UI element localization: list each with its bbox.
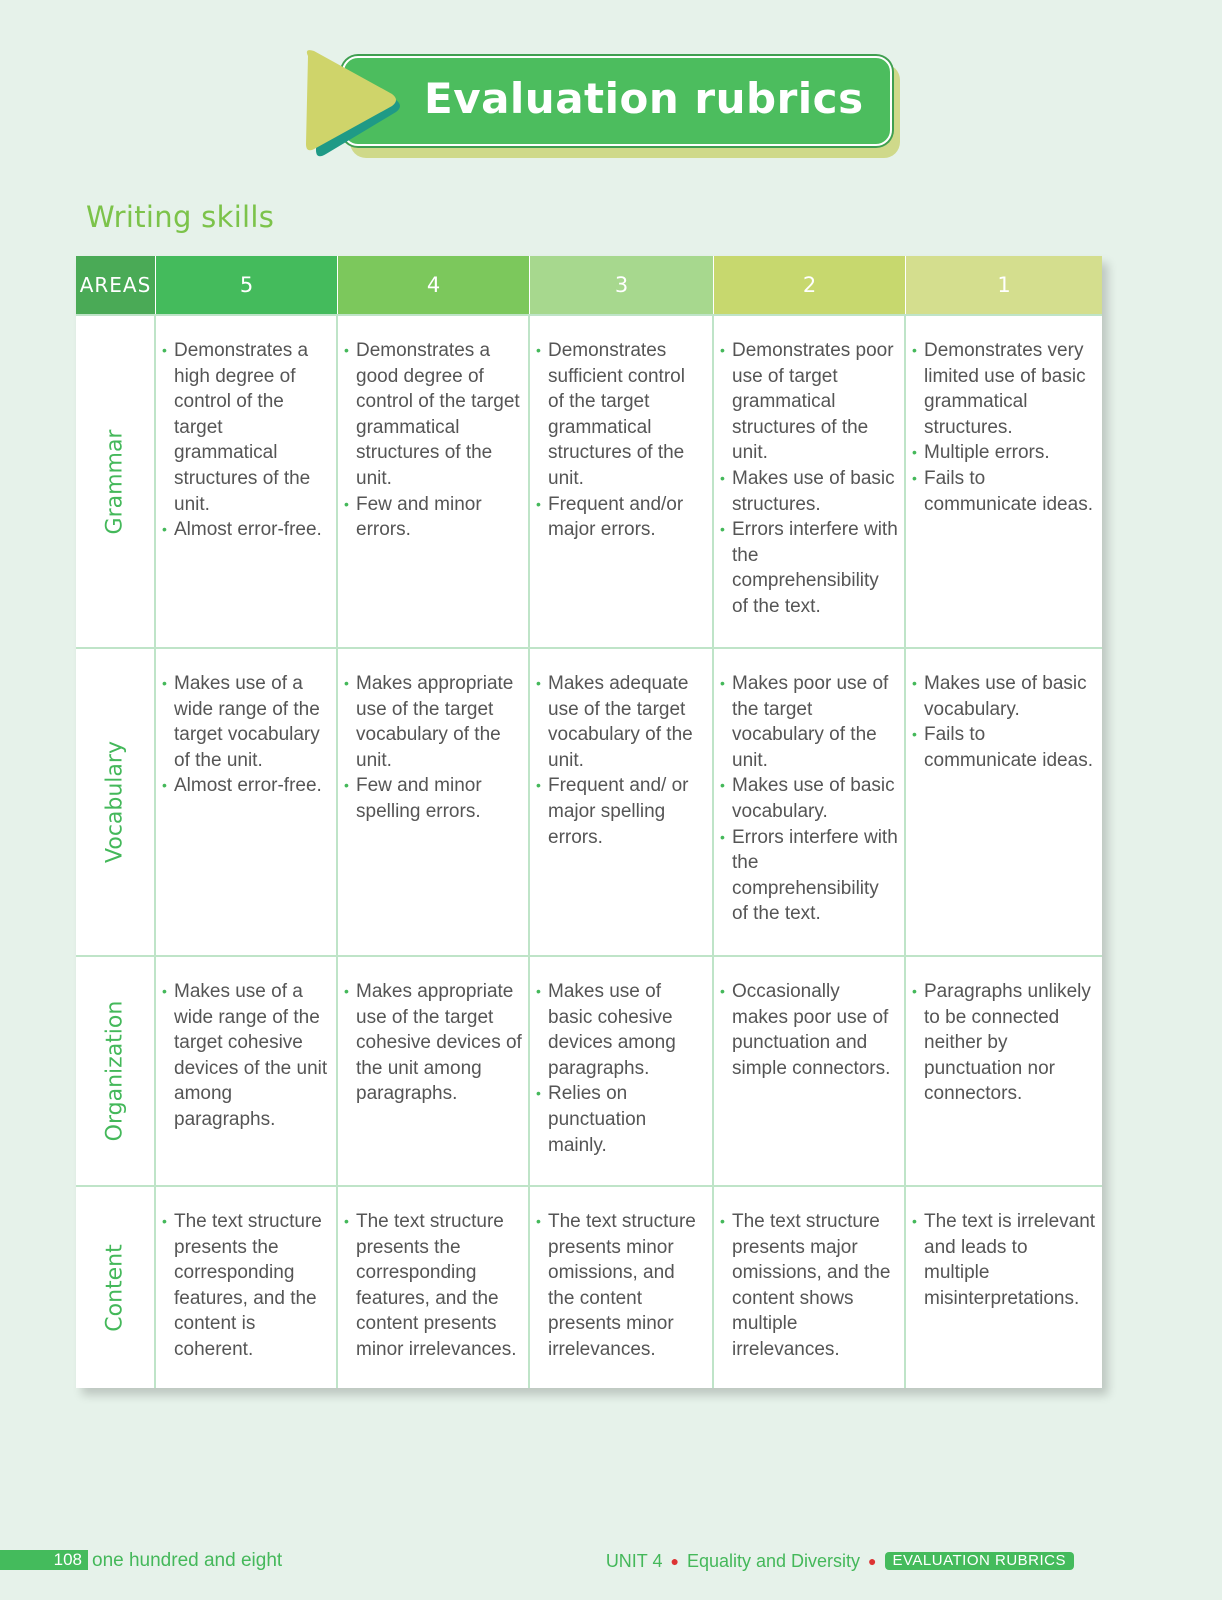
criterion-item: • Demonstrates a high degree of control of the target grammatical structures of the unit. (162, 338, 330, 517)
criterion-item: • Occasionally makes poor use of punctuation and simple connectors. (720, 979, 898, 1081)
page-number-words: one hundred and eight (92, 1550, 283, 1571)
footer-breadcrumb (606, 1550, 1074, 1572)
area-vocabulary (76, 647, 156, 955)
rubric-cell (338, 955, 530, 1185)
footer-unit-title: Equality and Diversity (686, 1550, 861, 1571)
criterion-item: • Makes appropriate use of the target cohesive devices of the unit among paragraphs. (344, 979, 522, 1107)
area-label: Vocabulary (102, 741, 128, 863)
header-score-1: 1 (906, 256, 1102, 314)
criterion-item: • Almost error-free. (162, 517, 330, 543)
criterion-item: • Paragraphs unlikely to be connected neither by punctuation nor connectors. (912, 979, 1096, 1107)
rubric-cell (906, 314, 1102, 647)
rubric-cell (906, 1185, 1102, 1388)
criterion-item: • Makes use of basic cohesive devices among paragraphs. (536, 979, 706, 1081)
criterion-item: • The text is irrelevant and leads to multiple misinterpretations. (912, 1209, 1096, 1311)
bullet-dot-icon: ● (868, 1553, 877, 1569)
rubric-cell (156, 314, 338, 647)
rubric-cell (714, 1185, 906, 1388)
criterion-item: • The text structure presents minor omissions, and the content presents minor irrelevances. (536, 1209, 706, 1363)
criterion-item: • Fails to communicate ideas. (912, 722, 1096, 773)
criterion-item: • Frequent and/or major errors. (536, 492, 706, 543)
rubric-cell (530, 314, 714, 647)
page-title: Evaluation rubrics (424, 74, 864, 123)
rubric-cell (714, 314, 906, 647)
rubric-cell (338, 314, 530, 647)
criterion-item: • Demonstrates sufficient control of the target grammatical structures of the unit. (536, 338, 706, 492)
criterion-item: • Makes use of basic structures. (720, 466, 898, 517)
header-score-2: 2 (714, 256, 906, 314)
header-score-4: 4 (338, 256, 530, 314)
rubric-cell (156, 647, 338, 955)
rubric-cell (530, 647, 714, 955)
criterion-item: • The text structure presents the corresponding features, and the content is coherent. (162, 1209, 330, 1363)
rubric-cell (156, 955, 338, 1185)
criterion-item: • Multiple errors. (912, 440, 1096, 466)
play-triangle-icon (300, 44, 410, 164)
criterion-item: • Relies on punctuation mainly. (536, 1081, 706, 1158)
area-organization (76, 955, 156, 1185)
criterion-item: • Fails to communicate ideas. (912, 466, 1096, 517)
criterion-item: • Makes use of a wide range of the target cohesive devices of the unit among paragraphs. (162, 979, 330, 1133)
rubric-cell (530, 955, 714, 1185)
criterion-item: • Makes poor use of the target vocabulary of the unit. (720, 671, 898, 773)
criterion-item: • Almost error-free. (162, 773, 330, 799)
criterion-item: • Frequent and/ or major spelling errors. (536, 773, 706, 850)
area-label: Organization (102, 1000, 128, 1142)
rubric-cell (906, 647, 1102, 955)
criterion-item: • Makes use of basic vocabulary. (912, 671, 1096, 722)
criterion-item: • Few and minor errors. (344, 492, 522, 543)
footer-unit: UNIT 4 (605, 1550, 663, 1571)
rubric-cell (338, 1185, 530, 1388)
header-score-5: 5 (156, 256, 338, 314)
header-areas: AREAS (76, 256, 156, 314)
rubric-cell (714, 647, 906, 955)
rubric-cell (338, 647, 530, 955)
rubric-cell (530, 1185, 714, 1388)
area-grammar (76, 314, 156, 647)
criterion-item: • Demonstrates a good degree of control of the target grammatical structures of the unit. (344, 338, 522, 492)
criterion-item: • Demonstrates very limited use of basic grammatical structures. (912, 338, 1096, 440)
criterion-item: • Errors interfere with the comprehensibility of the text. (720, 825, 898, 927)
criterion-item: • Demonstrates poor use of target grammatical structures of the unit. (720, 338, 898, 466)
page-number: 108 (0, 1550, 88, 1570)
header-score-3: 3 (530, 256, 714, 314)
criterion-item: • Makes appropriate use of the target vocabulary of the unit. (344, 671, 522, 773)
area-content (76, 1185, 156, 1388)
title-banner (300, 44, 910, 164)
area-label: Content (102, 1243, 128, 1332)
criterion-item: • Few and minor spelling errors. (344, 773, 522, 824)
footer-section-badge: EVALUATION RUBRICS (885, 1552, 1074, 1570)
criterion-item: • Errors interfere with the comprehensibility of the text. (720, 517, 898, 619)
area-label: Grammar (102, 429, 128, 534)
rubric-cell (714, 955, 906, 1185)
rubric-cell (156, 1185, 338, 1388)
criterion-item: • Makes adequate use of the target vocabulary of the unit. (536, 671, 706, 773)
criterion-item: • The text structure presents the corresponding features, and the content presents minor irrelevances. (344, 1209, 522, 1363)
rubric-table (76, 256, 1102, 1388)
criterion-item: • The text structure presents major omissions, and the content shows multiple irrelevances. (720, 1209, 898, 1363)
criterion-item: • Makes use of basic vocabulary. (720, 773, 898, 824)
section-title: Writing skills (86, 200, 275, 234)
rubric-cell (906, 955, 1102, 1185)
criterion-item: • Makes use of a wide range of the target vocabulary of the unit. (162, 671, 330, 773)
bullet-dot-icon: ● (670, 1553, 679, 1569)
